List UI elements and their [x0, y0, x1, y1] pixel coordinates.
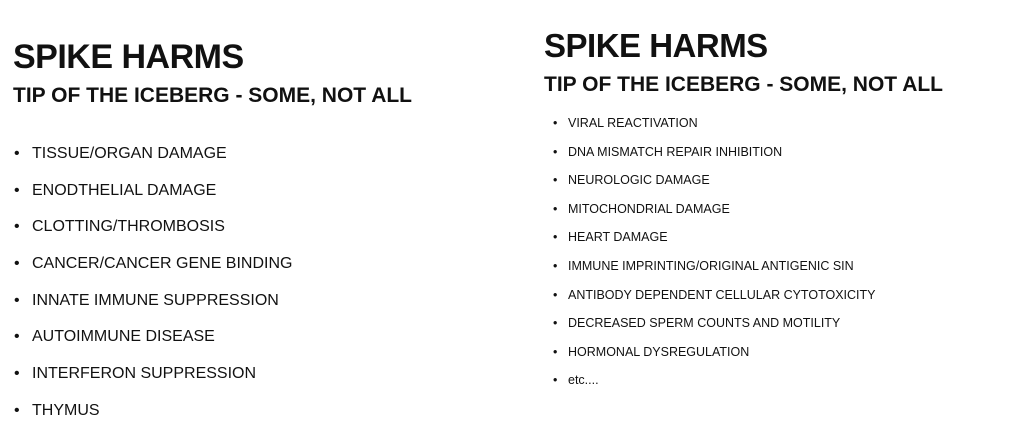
- left-slide: [0, 0, 500, 439]
- bullet-icon: •: [553, 144, 558, 159]
- bullet-list: [14, 144, 292, 438]
- list-item-text: MITOCHONDRIAL DAMAGE: [568, 201, 730, 216]
- list-item: [553, 115, 875, 144]
- slide-title: SPIKE HARMS: [544, 27, 768, 64]
- bullet-icon: •: [553, 258, 558, 273]
- list-item-text: IMMUNE IMPRINTING/ORIGINAL ANTIGENIC SIN: [568, 258, 854, 273]
- bullet-icon: •: [553, 201, 558, 216]
- list-item: [553, 258, 875, 287]
- list-item-text: VIRAL REACTIVATION: [568, 116, 698, 130]
- list-item-text: CANCER/CANCER GENE BINDING: [32, 255, 293, 273]
- bullet-icon: •: [14, 181, 20, 199]
- bullet-icon: •: [553, 287, 558, 302]
- list-item: [14, 144, 292, 181]
- list-item: [553, 229, 875, 258]
- bullet-icon: •: [14, 328, 20, 346]
- list-item-text: DNA MISMATCH REPAIR INHIBITION: [568, 144, 783, 159]
- bullet-icon: •: [553, 316, 558, 331]
- list-item: [14, 254, 292, 291]
- list-item-text: THYMUS: [32, 401, 100, 419]
- bullet-icon: •: [14, 145, 20, 162]
- list-item-text: INNATE IMMUNE SUPPRESSION: [32, 291, 279, 309]
- bullet-icon: •: [14, 255, 20, 273]
- list-item: [553, 315, 875, 344]
- slide-subtitle: TIP OF THE ICEBERG - SOME, NOT ALL: [544, 73, 944, 96]
- list-item: [553, 287, 875, 316]
- list-item: [553, 344, 875, 373]
- slide-title: SPIKE HARMS: [13, 38, 244, 76]
- list-item-text: AUTOIMMUNE DISEASE: [32, 328, 215, 346]
- bullet-icon: •: [553, 173, 558, 188]
- list-item-text: NEUROLOGIC DAMAGE: [568, 173, 710, 188]
- bullet-icon: •: [14, 365, 20, 383]
- list-item: [553, 172, 875, 201]
- list-item-text: ENODTHELIAL DAMAGE: [32, 181, 217, 199]
- list-item-text: INTERFERON SUPPRESSION: [32, 365, 257, 383]
- list-item-text: TISSUE/ORGAN DAMAGE: [32, 145, 227, 162]
- bullet-icon: •: [14, 218, 20, 236]
- list-item: [14, 217, 292, 254]
- bullet-icon: •: [553, 344, 558, 359]
- list-item-text: HORMONAL DYSREGULATION: [568, 344, 750, 359]
- list-item: [14, 181, 292, 218]
- bullet-icon: •: [14, 401, 20, 419]
- list-item: [14, 401, 292, 438]
- bullet-icon: •: [14, 291, 20, 309]
- list-item-text: etc....: [568, 373, 599, 388]
- bullet-icon: •: [553, 116, 558, 130]
- list-item-text: CLOTTING/THROMBOSIS: [32, 218, 225, 236]
- bullet-icon: •: [553, 373, 558, 388]
- bullet-list: [553, 115, 875, 401]
- list-item-text: HEART DAMAGE: [568, 230, 668, 245]
- list-item: [553, 372, 875, 401]
- right-slide: [500, 0, 1024, 439]
- list-item: [14, 327, 292, 364]
- list-item: [553, 201, 875, 230]
- bullet-icon: •: [553, 230, 558, 245]
- list-item: [14, 291, 292, 328]
- slide-subtitle: TIP OF THE ICEBERG - SOME, NOT ALL: [13, 84, 413, 107]
- list-item-text: DECREASED SPERM COUNTS AND MOTILITY: [568, 316, 841, 331]
- list-item-text: ANTIBODY DEPENDENT CELLULAR CYTOTOXICITY: [568, 287, 876, 302]
- list-item: [14, 364, 292, 401]
- list-item: [553, 144, 875, 173]
